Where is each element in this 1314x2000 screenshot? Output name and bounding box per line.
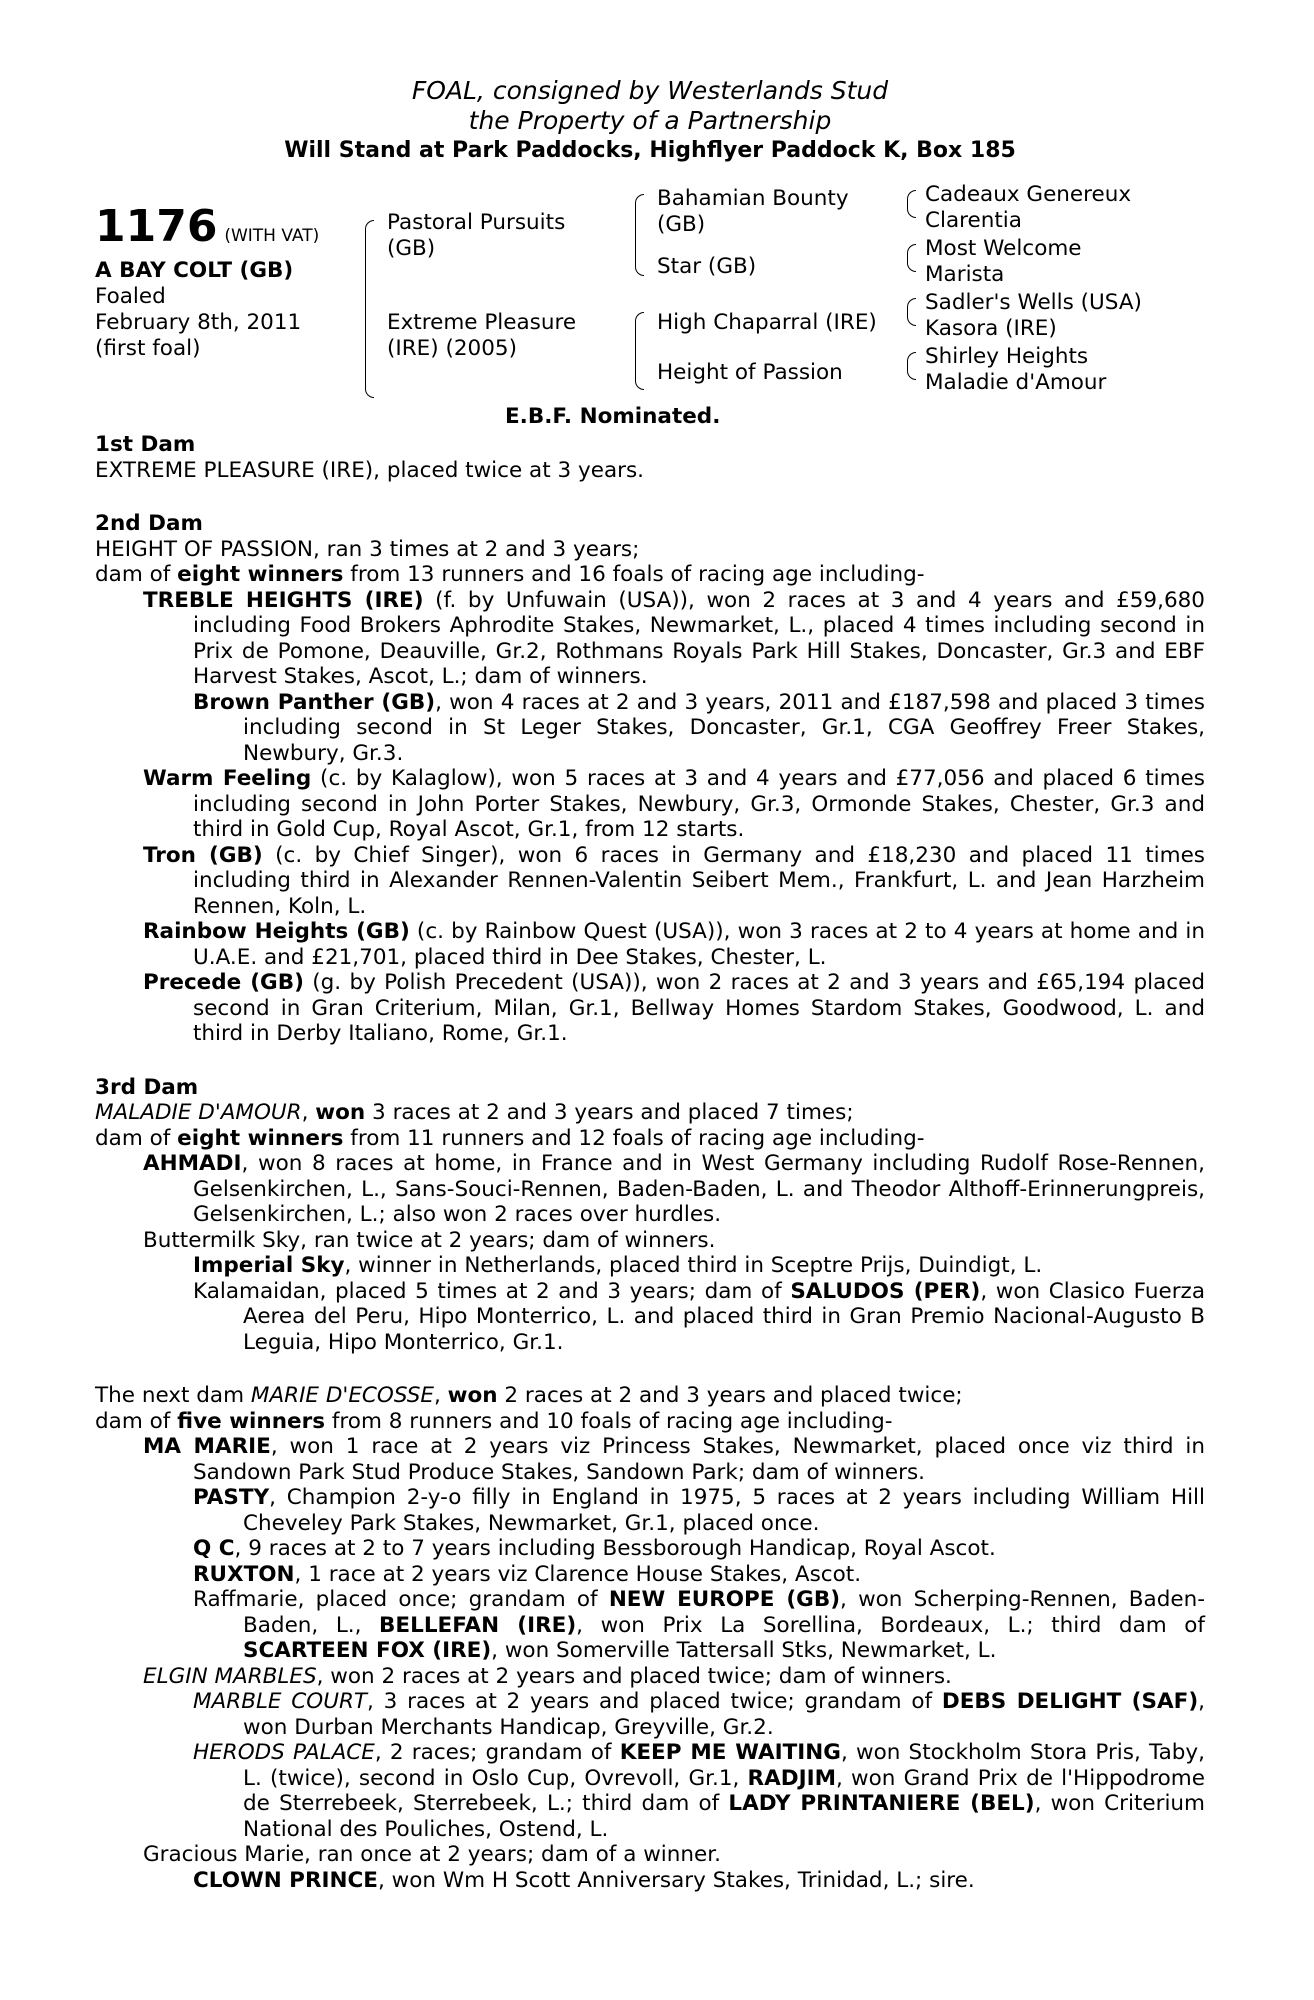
lot-title: A BAY COLT (GB) (95, 258, 294, 283)
dam-sire-sire: Sadler's Wells (USA) (925, 290, 1142, 315)
horse-name: ELGIN MARBLES (143, 1663, 317, 1689)
third-dam-section (95, 1075, 1205, 1356)
horse-name: Rainbow Heights (GB) (143, 919, 410, 944)
text: , 3 races at 2 years and placed twice; grandam of (367, 1689, 942, 1714)
winners-count: eight winners (177, 562, 344, 587)
consignor-line: FOAL, consigned by Westerlands Stud (411, 76, 889, 105)
horse-record: (f. by Unfuwain (USA)), won 2 races at 3 and 4 years and £59,680 including Food Brokers Aphrodite Stakes, Newmarket, L., placed 4 times including second in Prix de Pomone, Deauville, Gr.2, Rothmans Royals Park Hill Stakes, Doncaster, Gr.3 and EBF Harvest Stakes, Ascot, L.; dam of winners. (193, 587, 1205, 689)
horse-name: NEW EUROPE (GB) (608, 1587, 841, 1612)
text: won (447, 1383, 498, 1408)
text: , won Prix La Sorellina, Bordeaux, L.; third dam of (576, 1612, 1205, 1638)
catalogue-page (95, 76, 1205, 1893)
third-dam-heading: 3rd Dam (95, 1074, 199, 1100)
list-item (95, 1253, 1205, 1279)
brace-ss (907, 190, 916, 218)
horse-record: , won Clasico Fuerza Aerea del Peru, Hipo Monterrico, L. and placed third in Gran Premio Nacional-Augusto B Leguia, Hipo Monterrico, Gr.1. (243, 1278, 1206, 1355)
first-dam-heading: 1st Dam (95, 432, 196, 457)
third-dam-line1 (95, 1100, 1205, 1126)
text: , won Scherping-Rennen, Baden-Baden, L., (243, 1587, 1205, 1638)
horse-name: TREBLE HEIGHTS (IRE) (143, 587, 424, 613)
horse-name: SALUDOS (PER) (790, 1278, 981, 1304)
brace-sd (907, 244, 916, 272)
brace-ds (907, 298, 916, 326)
dam-dam-dam: Maladie d'Amour (925, 370, 1107, 395)
horse-name: PASTY (193, 1485, 270, 1510)
first-dam-section (95, 432, 1205, 483)
list-item (95, 766, 1205, 843)
horse-name: Warm Feeling (143, 766, 312, 791)
list-item (95, 1151, 1205, 1228)
foaled-label: Foaled (95, 284, 166, 309)
sire-dam-sire: Most Welcome (925, 236, 1082, 261)
horse-name: HERODS PALACE (193, 1740, 375, 1765)
horse-name: Imperial Sky (193, 1253, 345, 1278)
horse-name: MA MARIE (143, 1434, 271, 1459)
text: from 13 runners and 16 foals of racing age including- (343, 562, 925, 587)
horse-record: (g. by Polish Precedent (USA)), won 2 races at 2 and 3 years and £65,194 placed second in Gran Criterium, Milan, Gr.1, Bellway Homes Stardom Stakes, Goodwood, L. and third in Derby Italiano, Rome, Gr.1. (193, 970, 1205, 1046)
lot-number-line (95, 201, 320, 252)
horse-record: (c. by Rainbow Quest (USA)), won 3 races at 2 to 4 years at home and in U.A.E. and £21,701, placed third in Dee Stakes, Chester, L. (193, 919, 1205, 970)
horse-record: (c. by Chief Singer), won 6 races in Germany and £18,230 and placed 11 times including third in Alexander Rennen-Valentin Seibert Mem., Frankfurt, L. and Jean Harzheim Rennen, Koln, L. (193, 842, 1205, 919)
horse-name: AHMADI (143, 1151, 242, 1176)
text: , won Stockholm Stora Pris, Taby, L. (twice), second in Oslo Cup, Ovrevoll, Gr.1, (243, 1740, 1205, 1791)
text: , won Durban Merchants Handicap, Greyville, Gr.2. (243, 1689, 1205, 1740)
horse-record: , won 2 races at 2 years and placed twice; dam of winners. (316, 1663, 952, 1689)
dam-name: MALADIE D'AMOUR (95, 1100, 302, 1125)
text: Raffmarie, placed once; grandam of (193, 1587, 609, 1612)
horse-name: SCARTEEN FOX (IRE) (243, 1638, 492, 1663)
sire-sire-dam: Clarentia (925, 208, 1022, 233)
list-item (95, 1587, 1205, 1664)
main-brace (365, 220, 374, 398)
sire-dam: Star (GB) (657, 254, 757, 279)
horse-record: , won Wm H Scott Anniversary Stakes, Trinidad, L.; sire. (377, 1867, 975, 1893)
text: 3 races at 2 and 3 years and placed 7 times; (365, 1100, 854, 1125)
lot-header (95, 76, 1205, 166)
horse-name: MARBLE COURT (193, 1689, 368, 1714)
nomination: E.B.F. Nominated. (505, 404, 721, 429)
text: from 11 runners and 12 foals of racing age including- (343, 1125, 925, 1151)
dam-brace (635, 312, 644, 390)
horse-record: , won 1 race at 2 years viz Princess Stakes, Newmarket, placed once viz third in Sandown Park Stud Produce Stakes, Sandown Park; dam of winners. (193, 1434, 1206, 1485)
text: , won Criterium National des Pouliches, Ostend, L. (243, 1791, 1206, 1842)
horse-name: BELLEFAN (IRE) (379, 1612, 577, 1638)
dam-dam: Height of Passion (657, 360, 843, 385)
next-dam-line2 (95, 1409, 1205, 1435)
horse-name: LADY PRINTANIERE (BEL) (728, 1791, 1035, 1816)
horse-record: , won 4 races at 2 and 3 years, 2011 and £187,598 and placed 3 times including second in St Leger Stakes, Doncaster, Gr.1, CGA Geoffrey Freer Stakes, Newbury, Gr.3. (243, 689, 1205, 766)
text: dam of (95, 1125, 178, 1151)
horse-name: Brown Panther (GB) (193, 689, 436, 715)
text: , 2 races; grandam of (374, 1740, 620, 1765)
horse-record: (c. by Kalaglow), won 5 races at 3 and 4 years and £77,056 and placed 6 times including second in John Porter Stakes, Newbury, Gr.3, Ormonde Stakes, Chester, Gr.3 and third in Gold Cup, Royal Ascot, Gr.1, from 12 starts. (193, 766, 1205, 842)
horse-name: CLOWN PRINCE (193, 1867, 378, 1893)
sire: Pastoral Pursuits (GB) (387, 210, 566, 261)
foaled-date: February 8th, 2011 (95, 310, 302, 335)
text: , (301, 1100, 316, 1125)
second-dam-line1: HEIGHT OF PASSION, ran 3 times at 2 and 3 years; (95, 536, 640, 562)
brace-dd (907, 352, 916, 380)
dam-dam-sire: Shirley Heights (925, 344, 1089, 369)
horse-record: , won 8 races at home, in France and in West Germany including Rudolf Rose-Rennen, Gelsenkirchen, L., Sans-Souci-Rennen, Baden-Baden, L. and Theodor Althoff-Erinnerungpreis, Gelsenkirchen, L.; also won 2 races over hurdles. (193, 1151, 1205, 1227)
sire-sire-sire: Cadeaux Genereux (925, 182, 1132, 207)
list-item: Buttermilk Sky, ran twice at 2 years; dam of winners. (143, 1227, 716, 1253)
list-item (95, 1868, 1205, 1894)
horse-name: RADJIM (747, 1765, 836, 1791)
list-item (95, 919, 1205, 970)
pedigree-block (95, 182, 1205, 432)
lot-number: 1176 (95, 201, 218, 252)
horse-record: , 1 race at 2 years viz Clarence House Stakes, Ascot. (294, 1561, 862, 1587)
text: , won Grand Prix de l'Hippodrome de Sterrebeek, Sterrebeek, L.; third dam of (243, 1765, 1205, 1816)
sire-brace (635, 194, 644, 276)
text: from 8 runners and 10 foals of racing age including- (325, 1408, 893, 1434)
horse-record: , Champion 2-y-o filly in England in 1975, 5 races at 2 years including William Hill Cheveley Park Stakes, Newmarket, Gr.1, placed once. (243, 1485, 1205, 1536)
next-dam-section (95, 1383, 1205, 1893)
horse-name: Q C (193, 1536, 235, 1561)
text: dam of (95, 562, 178, 587)
horse-name: DEBS DELIGHT (SAF) (941, 1689, 1199, 1714)
property-line: the Property of a Partnership (468, 106, 832, 135)
list-item (95, 1485, 1205, 1536)
third-dam-line2 (95, 1126, 1205, 1152)
foal-note: (first foal) (95, 336, 201, 361)
dam: Extreme Pleasure (IRE) (2005) (387, 310, 577, 361)
sire-dam-dam: Marista (925, 262, 1005, 287)
list-item (95, 1740, 1205, 1842)
first-dam-text: EXTREME PLEASURE (IRE), placed twice at 3 years. (95, 457, 644, 483)
sire-sire: Bahamian Bounty (GB) (657, 186, 849, 237)
text: dam of (95, 1408, 178, 1434)
list-item: Gracious Marie, ran once at 2 years; dam of a winner. (143, 1842, 721, 1867)
text: 2 races at 2 and 3 years and placed twice; (497, 1383, 963, 1408)
winners-count: eight winners (177, 1125, 344, 1151)
text: , (433, 1383, 448, 1408)
horse-name: Precede (GB) (143, 970, 304, 995)
list-item (95, 1536, 1205, 1562)
horse-name: Tron (GB) (143, 842, 263, 868)
list-item (95, 1434, 1205, 1485)
list-item (95, 1689, 1205, 1740)
winners-count: five winners (177, 1408, 326, 1434)
horse-name: RUXTON (193, 1561, 295, 1587)
dam-name: MARIE D'ECOSSE (250, 1383, 434, 1408)
list-item (95, 588, 1205, 690)
second-dam-heading: 2nd Dam (95, 511, 203, 536)
dam-sire: High Chaparral (IRE) (657, 310, 877, 335)
list-item (95, 1562, 1205, 1588)
list-item (95, 1664, 1205, 1690)
horse-record: , winner in Netherlands, placed third in Sceptre Prijs, Duindigt, L. (344, 1253, 1043, 1278)
dam-sire-dam: Kasora (IRE) (925, 316, 1057, 341)
list-item (95, 690, 1205, 767)
list-item (95, 843, 1205, 920)
horse-record: , 9 races at 2 to 7 years including Bessborough Handicap, Royal Ascot. (234, 1536, 996, 1561)
text: Kalamaidan, placed 5 times at 2 and 3 years; dam of (193, 1278, 791, 1304)
second-dam-line2 (95, 562, 1205, 588)
list-item (95, 970, 1205, 1047)
text: The next dam (95, 1383, 251, 1408)
second-dam-section (95, 511, 1205, 1047)
stand-line: Will Stand at Park Paddocks, Highflyer Paddock K, Box 185 (284, 138, 1016, 163)
text: won (315, 1100, 366, 1125)
horse-name: KEEP ME WAITING (619, 1740, 841, 1765)
vat-note: (WITH VAT) (224, 226, 320, 246)
list-item (95, 1279, 1205, 1356)
text: , won Somerville Tattersall Stks, Newmarket, L. (491, 1638, 997, 1663)
next-dam-line1 (95, 1383, 1205, 1409)
